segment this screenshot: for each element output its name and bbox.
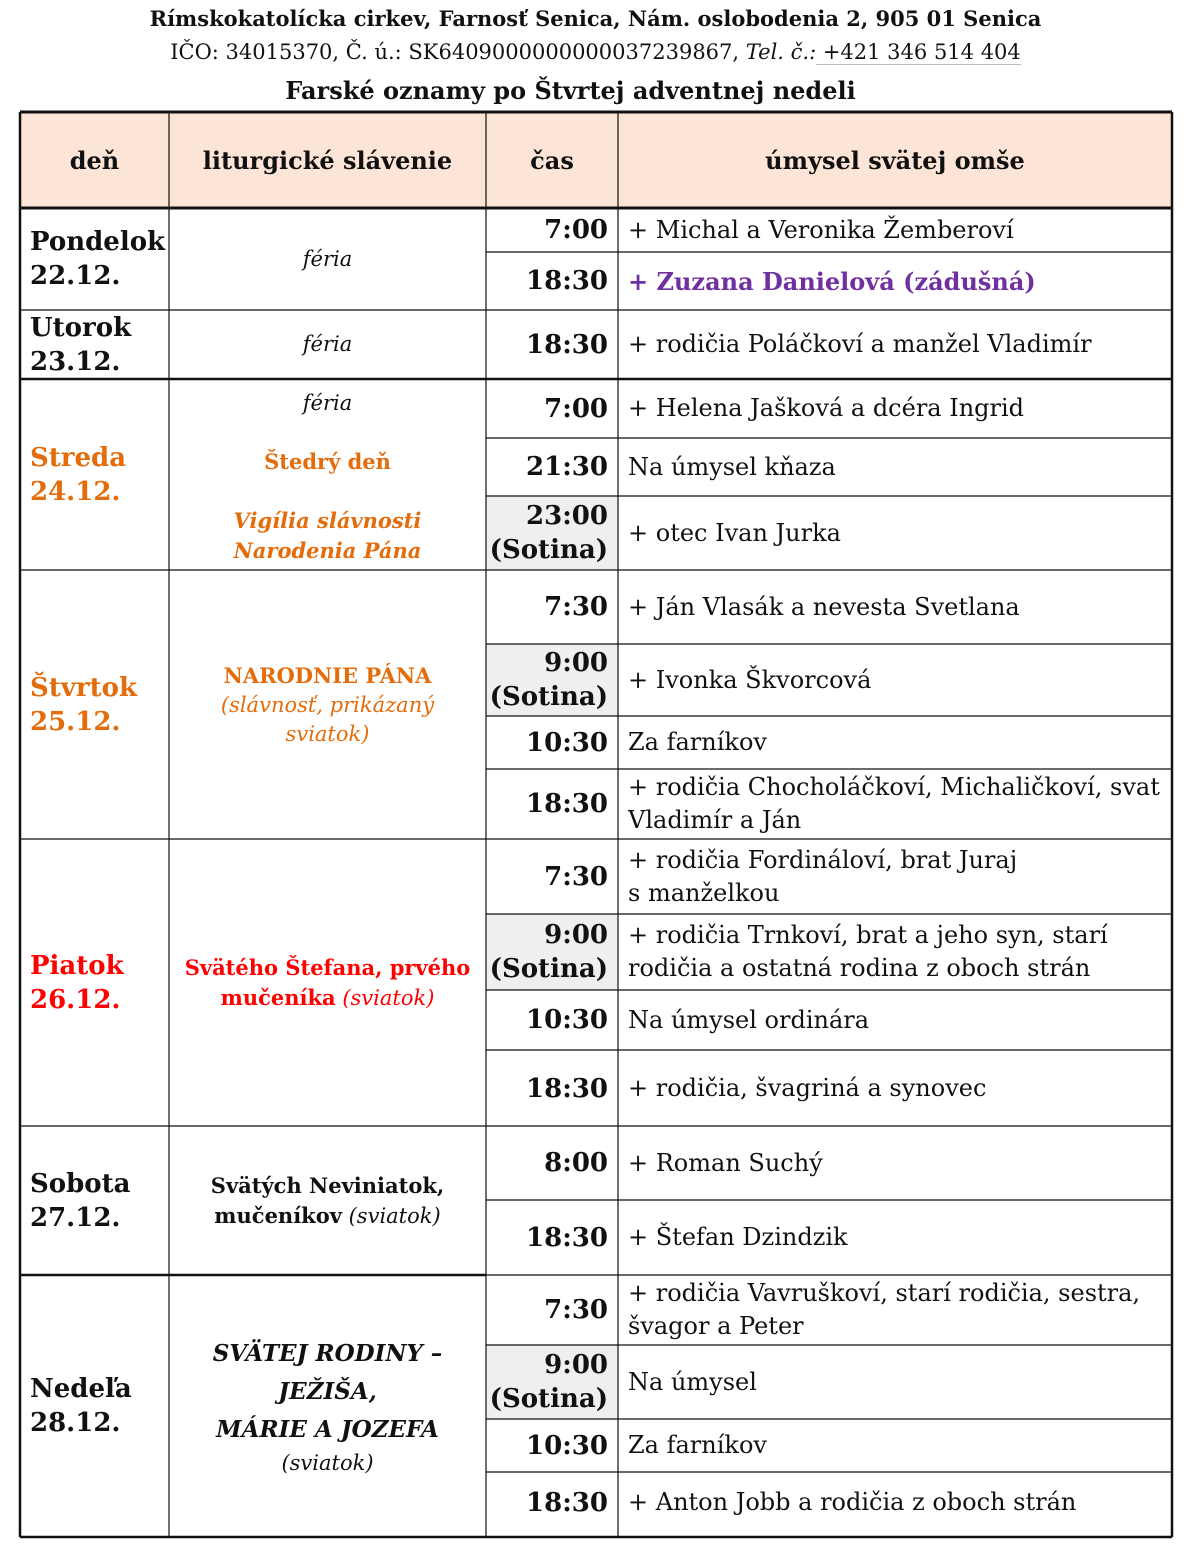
- mass-time-value: 10:30: [526, 1005, 608, 1035]
- liturgy-line: [303, 330, 352, 359]
- intention-line: + Ivonka Škvorcová: [628, 665, 872, 694]
- mass-intention: [618, 1419, 1172, 1472]
- liturgy-cell: [169, 379, 486, 570]
- mass-place: (Sotina): [489, 954, 608, 984]
- mass-time-value: 9:00: [544, 648, 608, 678]
- liturgy-text: SVÄTEJ RODINY – JEŽIŠA,: [212, 1339, 443, 1405]
- mass-time: [486, 1345, 618, 1419]
- liturgy-line: [185, 953, 471, 983]
- liturgy-cell: [169, 208, 486, 310]
- intention-line: Vladimír a Ján: [628, 806, 802, 834]
- page-title: Farské oznamy po Štvrtej adventnej nedeli: [285, 76, 856, 105]
- liturgy-text: mučeníkov: [214, 1202, 342, 1228]
- mass-intention: [618, 716, 1172, 769]
- day-date: 27.12.: [30, 1202, 121, 1233]
- mass-intention: [618, 644, 1172, 716]
- liturgy-text: MÁRIE A JOZEFA: [216, 1415, 439, 1443]
- mass-time: [486, 496, 618, 570]
- mass-time: [486, 438, 618, 496]
- liturgy-text: Svätých Neviniatok,: [210, 1172, 445, 1198]
- day-date: 25.12.: [30, 706, 121, 737]
- day-cell: [20, 379, 169, 570]
- intention-line: + rodičia Fordináloví, brat Juraj: [628, 845, 1018, 874]
- mass-time: [486, 1050, 618, 1127]
- mass-intention: [618, 769, 1172, 839]
- liturgy-text: Narodenia Pána: [233, 538, 422, 563]
- intention-line: + Štefan Dzindzik: [628, 1223, 848, 1251]
- liturgy-spacer: [324, 477, 331, 506]
- mass-time-value: 10:30: [526, 727, 608, 758]
- mass-time-value: 18:30: [526, 329, 608, 360]
- mass-time-value: 18:30: [526, 1487, 608, 1518]
- day-date: 24.12.: [30, 476, 121, 507]
- day-date: 26.12.: [30, 984, 121, 1015]
- mass-intention: [618, 310, 1172, 379]
- liturgy-suffix: (sviatok): [341, 1203, 441, 1228]
- day-date: 22.12.: [30, 261, 121, 291]
- mass-time-value: 18:30: [526, 1073, 608, 1104]
- intention-line: švagor a Peter: [628, 1312, 804, 1340]
- intention-line: + Ján Vlasák a nevesta Svetlana: [628, 592, 1020, 621]
- liturgy-text: (sviatok): [281, 1450, 374, 1475]
- mass-time-value: 7:00: [544, 393, 608, 424]
- mass-time-value: 21:30: [526, 452, 608, 482]
- liturgy-cell: [169, 1275, 486, 1537]
- day-cell: [20, 208, 169, 310]
- intention-line: Na úmysel: [628, 1367, 757, 1396]
- mass-place: (Sotina): [489, 1384, 608, 1414]
- mass-time-value: 7:30: [544, 592, 608, 622]
- mass-intention: [618, 1126, 1172, 1200]
- day-name: Pondelok: [30, 227, 166, 257]
- phone-label: Tel. č.:: [745, 40, 817, 64]
- day-name: Utorok: [30, 312, 132, 343]
- mass-intention: [618, 252, 1172, 310]
- liturgy-text: féria: [302, 246, 353, 271]
- day-cell: [20, 839, 169, 1126]
- intention-line: Na úmysel ordinára: [628, 1005, 870, 1034]
- parish-ids-text: IČO: 34015370, Č. ú.: SK6409000000000037239867,: [170, 40, 746, 64]
- mass-time: [486, 1200, 618, 1275]
- mass-intention: [618, 379, 1172, 438]
- mass-time: [486, 769, 618, 839]
- mass-time: [486, 379, 618, 438]
- mass-time-value: 9:00: [544, 1350, 608, 1380]
- mass-place: (Sotina): [489, 682, 608, 712]
- mass-intention: [618, 438, 1172, 496]
- liturgy-line: [303, 245, 352, 274]
- liturgy-text: (slávnosť, prikázaný: [220, 692, 435, 717]
- mass-time-value: 7:00: [544, 215, 608, 245]
- mass-time-value: 9:00: [544, 920, 608, 950]
- day-date: 23.12.: [30, 346, 121, 377]
- intention-line: Za farníkov: [628, 1431, 767, 1459]
- mass-intention: [618, 208, 1172, 252]
- mass-time-value: 7:30: [544, 861, 608, 892]
- mass-time: [486, 1472, 618, 1533]
- intention-line: + rodičia Chocholáčkoví, Michaličkoví, svat: [628, 773, 1160, 801]
- liturgy-line: [234, 536, 422, 566]
- liturgy-line: [221, 983, 435, 1013]
- intention-line: s manželkou: [628, 878, 780, 907]
- liturgy-suffix: (sviatok): [335, 985, 435, 1010]
- mass-time: [486, 252, 618, 310]
- liturgy-spacer: [324, 418, 331, 447]
- mass-time: [486, 310, 618, 379]
- liturgy-line: [281, 1449, 373, 1478]
- mass-time-value: 18:30: [526, 789, 608, 819]
- mass-time: [486, 644, 618, 716]
- intention-line: Za farníkov: [628, 728, 767, 756]
- liturgy-line: [224, 661, 432, 691]
- day-name: Streda: [30, 442, 127, 473]
- phone-number: +421 346 514 404: [816, 40, 1021, 64]
- header-liturgy: liturgické slávenie: [202, 145, 453, 175]
- mass-time: [486, 570, 618, 644]
- day-name: Piatok: [30, 950, 124, 981]
- header-day: deň: [69, 145, 120, 175]
- mass-time-value: 18:30: [526, 266, 608, 296]
- day-cell: [20, 1126, 169, 1275]
- day-cell: [20, 570, 169, 839]
- liturgy-text: Štedrý deň: [264, 449, 391, 474]
- mass-time-value: 18:30: [526, 1222, 608, 1253]
- intention-line: + rodičia, švagriná a synovec: [628, 1074, 987, 1102]
- mass-intention: [618, 914, 1172, 990]
- liturgy-line: [264, 447, 391, 477]
- liturgy-line: [303, 389, 352, 418]
- intention-line: + otec Ivan Jurka: [628, 518, 841, 547]
- liturgy-line: [234, 506, 422, 536]
- liturgy-line: [211, 1171, 444, 1201]
- mass-time: [486, 839, 618, 914]
- parish-ids: [0, 40, 1191, 64]
- parish-address: Rímskokatolícka cirkev, Farnosť Senica, Nám. oslobodenia 2, 905 01 Senica: [149, 6, 1042, 31]
- header-intention: úmysel svätej omše: [765, 145, 1025, 175]
- intention-line: + Roman Suchý: [628, 1148, 823, 1177]
- mass-intention: [618, 570, 1172, 644]
- liturgy-line: [216, 1411, 439, 1449]
- mass-time: [486, 1126, 618, 1200]
- liturgy-text: féria: [302, 391, 353, 415]
- mass-time: [486, 1275, 618, 1345]
- liturgy-text: NARODNIE PÁNA: [223, 662, 432, 688]
- intention-line: Na úmysel kňaza: [628, 452, 836, 481]
- header-time: čas: [530, 145, 574, 175]
- liturgy-text: Svätého Štefana, prvého: [184, 954, 471, 980]
- mass-time-value: 8:00: [544, 1148, 608, 1178]
- intention-line: + rodičia Trnkoví, brat a jeho syn, starí: [628, 921, 1108, 949]
- intention-line: + Helena Jašková a dcéra Ingrid: [628, 394, 1025, 422]
- liturgy-cell: [169, 839, 486, 1126]
- liturgy-line: [286, 720, 370, 749]
- liturgy-line: [221, 691, 434, 720]
- mass-intention: [618, 1275, 1172, 1345]
- mass-time: [486, 1419, 618, 1472]
- mass-time-value: 7:30: [544, 1295, 608, 1325]
- day-name: Sobota: [30, 1168, 131, 1199]
- day-name: Štvrtok: [30, 672, 137, 703]
- day-cell: [20, 310, 169, 379]
- mass-intention: [618, 496, 1172, 570]
- day-date: 28.12.: [30, 1408, 121, 1438]
- mass-time: [486, 990, 618, 1050]
- intention-line: + rodičia Poláčkoví a manžel Vladimír: [628, 330, 1092, 358]
- mass-intention: [618, 1345, 1172, 1419]
- liturgy-text: Vigília slávnosti: [233, 508, 422, 533]
- liturgy-line: [214, 1201, 440, 1231]
- mass-intention: [618, 1472, 1172, 1533]
- mass-intention: [618, 839, 1172, 914]
- mass-intention: [618, 1200, 1172, 1275]
- liturgy-cell: [169, 310, 486, 379]
- liturgy-text: féria: [302, 332, 353, 356]
- mass-time: [486, 716, 618, 769]
- mass-intention: [618, 1050, 1172, 1127]
- mass-time: [486, 914, 618, 990]
- liturgy-cell: [169, 1126, 486, 1275]
- mass-time-value: 23:00: [526, 501, 608, 531]
- liturgy-line: [169, 1335, 486, 1411]
- mass-time: [486, 208, 618, 252]
- mass-place: (Sotina): [489, 535, 608, 565]
- liturgy-cell: [169, 570, 486, 839]
- day-cell: [20, 1275, 169, 1537]
- intention-line: + Zuzana Danielová (zádušná): [628, 266, 1036, 296]
- liturgy-text: sviatok): [285, 721, 370, 746]
- mass-intention: [618, 990, 1172, 1050]
- intention-line: + Michal a Veronika Žemberoví: [628, 215, 1014, 244]
- intention-line: + Anton Jobb a rodičia z oboch strán: [628, 1488, 1077, 1516]
- intention-line: rodičia a ostatná rodina z oboch strán: [628, 954, 1091, 982]
- intention-line: + rodičia Vavruškoví, starí rodičia, sestra,: [628, 1279, 1141, 1307]
- liturgy-text: mučeníka: [220, 984, 336, 1010]
- day-name: Nedeľa: [30, 1374, 132, 1404]
- mass-time-value: 10:30: [526, 1430, 608, 1461]
